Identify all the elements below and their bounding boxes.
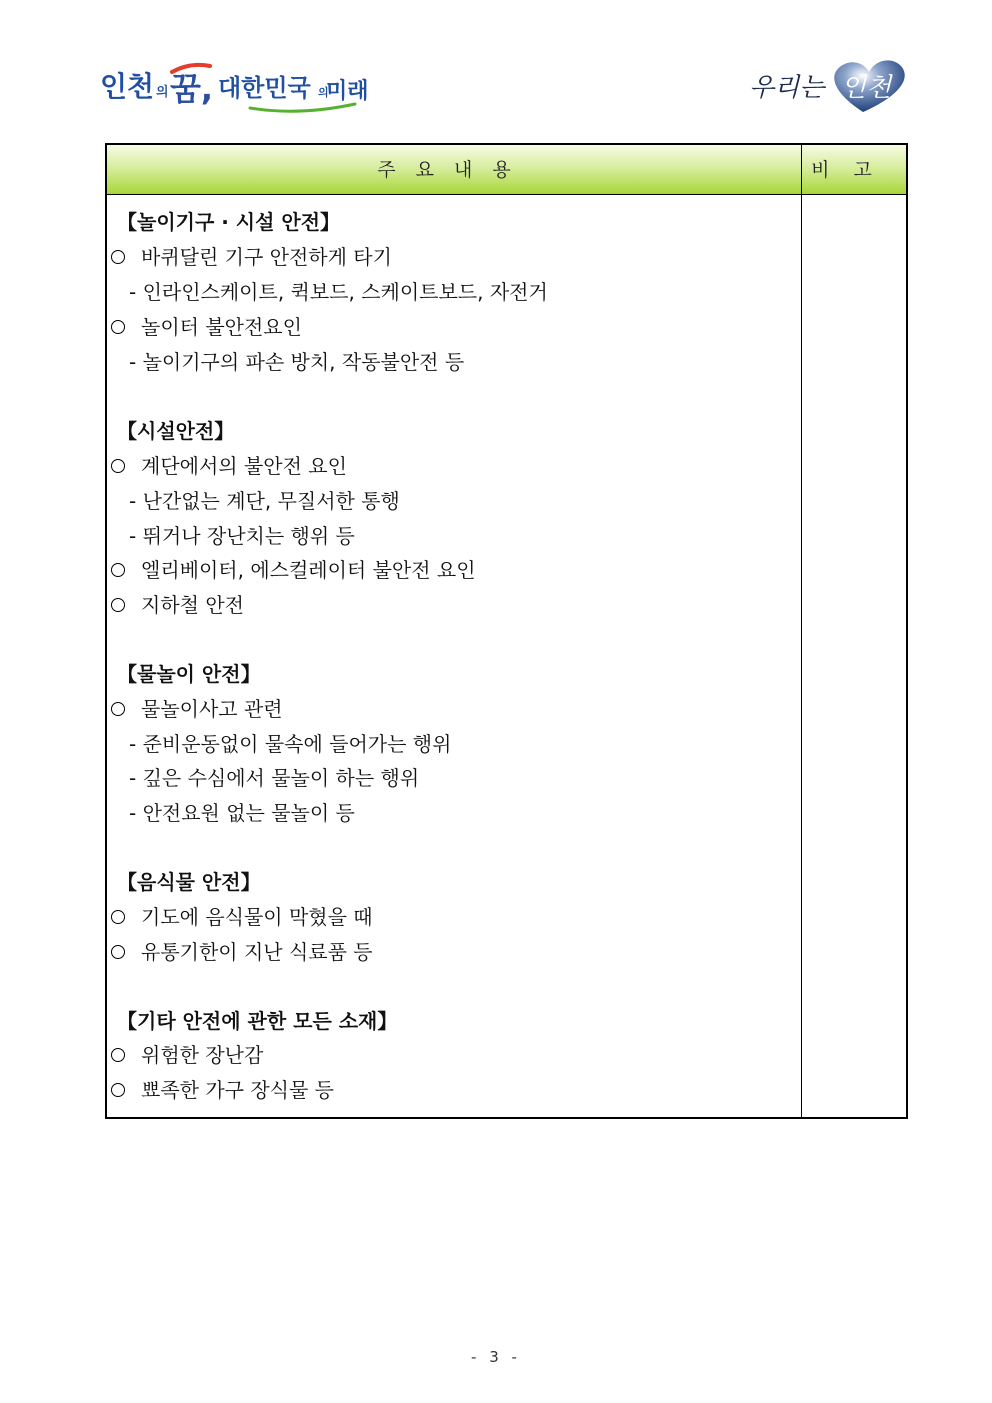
svg-text:꿈,: 꿈, — [170, 70, 214, 108]
circle-bullet-icon — [111, 1048, 125, 1062]
circle-bullet-icon — [111, 598, 125, 612]
bullet-item — [111, 242, 392, 272]
column-divider — [801, 145, 802, 1117]
bullet-item — [111, 1075, 334, 1105]
sub-item: - 난간없는 계단, 무질서한 통행 — [129, 489, 400, 513]
bullet-item — [111, 555, 476, 585]
bullet-item — [111, 694, 283, 724]
bullet-text: 유통기한이 지난 식료품 등 — [141, 940, 373, 964]
circle-bullet-icon — [111, 563, 125, 577]
bullet-item — [111, 590, 244, 620]
bullet-text: 위험한 장난감 — [141, 1043, 264, 1067]
bullet-text: 계단에서의 불안전 요인 — [141, 454, 347, 478]
section-heading: 【기타 안전에 관한 모든 소재】 — [117, 1009, 398, 1033]
content-table — [105, 143, 908, 1119]
header-remarks: 비고 — [811, 159, 896, 181]
sub-item: - 준비운동없이 물속에 들어가는 행위 — [129, 732, 452, 756]
section-heading: 【물놀이 안전】 — [117, 662, 261, 686]
bullet-item — [111, 937, 373, 967]
svg-text:의: 의 — [318, 86, 329, 99]
page-number: - 3 - — [471, 1348, 521, 1366]
svg-text:인천: 인천 — [100, 70, 155, 103]
circle-bullet-icon — [111, 250, 125, 264]
table-header — [107, 145, 906, 195]
section-heading: 【음식물 안전】 — [117, 870, 261, 894]
bullet-item — [111, 1040, 263, 1070]
bullet-text: 뾰족한 가구 장식물 등 — [141, 1078, 334, 1102]
circle-bullet-icon — [111, 459, 125, 473]
svg-text:의: 의 — [156, 85, 169, 100]
section-heading: 【시설안전】 — [117, 419, 235, 443]
circle-bullet-icon — [111, 945, 125, 959]
circle-bullet-icon — [111, 910, 125, 924]
bullet-text: 기도에 음식물이 막혔을 때 — [141, 905, 373, 929]
svg-text:미래: 미래 — [326, 79, 369, 104]
bullet-text: 엘리베이터, 에스컬레이터 불안전 요인 — [141, 558, 476, 582]
incheon-slogan-logo — [100, 58, 369, 118]
bullet-text: 지하철 안전 — [141, 593, 244, 617]
sub-item: - 깊은 수심에서 물놀이 하는 행위 — [129, 766, 420, 790]
section-heading: 【놀이기구 · 시설 안전】 — [117, 210, 341, 234]
svg-text:인천: 인천 — [841, 73, 892, 103]
bullet-text: 바퀴달린 기구 안전하게 타기 — [141, 245, 392, 269]
svg-text:우리는: 우리는 — [749, 73, 825, 103]
svg-text:대한민국: 대한민국 — [218, 74, 311, 102]
sub-item: - 뛰거나 장난치는 행위 등 — [129, 524, 355, 548]
bullet-text: 놀이터 불안전요인 — [141, 315, 302, 339]
sub-item: - 놀이기구의 파손 방치, 작동불안전 등 — [129, 350, 465, 374]
circle-bullet-icon — [111, 702, 125, 716]
sub-item: - 안전요원 없는 물놀이 등 — [129, 801, 355, 825]
header-main-content: 주요내용 — [377, 159, 531, 181]
woorineun-incheon-logo — [745, 50, 920, 120]
sub-item: - 인라인스케이트, 퀵보드, 스케이트보드, 자전거 — [129, 280, 548, 304]
bullet-item — [111, 312, 302, 342]
bullet-item — [111, 451, 347, 481]
bullet-item — [111, 902, 373, 932]
circle-bullet-icon — [111, 1083, 125, 1097]
circle-bullet-icon — [111, 320, 125, 334]
bullet-text: 물놀이사고 관련 — [141, 697, 283, 721]
